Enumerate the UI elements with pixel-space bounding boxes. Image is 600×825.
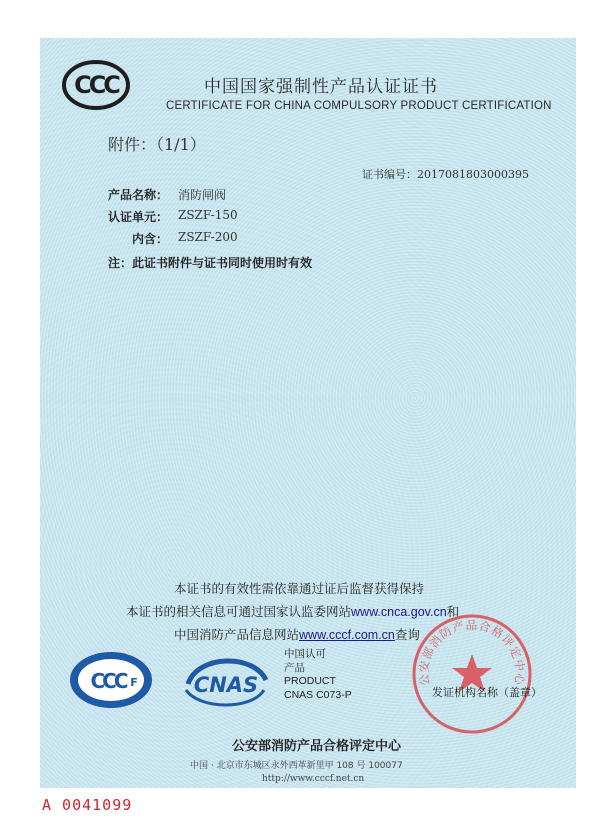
title-english: CERTIFICATE FOR CHINA COMPULSORY PRODUCT CERTIFICATION: [166, 100, 552, 112]
validity-note: 注：此证书附件与证书同时使用时有效: [108, 256, 313, 270]
cnca-link[interactable]: www.cnca.gov.cn: [351, 605, 447, 619]
field-label-product-name: 产品名称：: [108, 188, 169, 202]
field-label-unit: 认证单元：: [108, 210, 169, 224]
cccf-link[interactable]: www.cccf.com.cn: [299, 628, 395, 642]
footer-validity-line: 本证书的有效性需依靠通过证后监督获得保持: [174, 581, 425, 596]
field-value-product-name: 消防闸阀: [178, 188, 227, 202]
issuer-seal-label: 发证机构名称（盖章）: [432, 686, 542, 699]
official-seal-icon: [410, 612, 534, 736]
cnas-info-line: CNAS C073-P: [284, 688, 352, 701]
cnas-info-line: 产品: [284, 661, 305, 674]
title-chinese: 中国国家强制性产品认证证书: [204, 77, 438, 97]
attachment-label: 附件：（1/1）: [108, 135, 206, 154]
cccf-logo-icon: [68, 650, 154, 710]
cnas-info-line: PRODUCT: [284, 675, 336, 687]
field-value-unit: ZSZF-150: [178, 208, 238, 222]
footer-cccf-line: [174, 625, 420, 643]
svg-text:CNAS: CNAS: [193, 673, 259, 697]
svg-text:公安部消防产品合格评定中心: 公安部消防产品合格评定中心: [416, 617, 528, 687]
cnas-info-line: 中国认可: [284, 648, 326, 660]
cnas-logo-icon: [178, 650, 274, 712]
issuing-organization: 公安部消防产品合格评定中心: [232, 739, 402, 754]
organization-address: 中国 · 北京市东城区永外西革新里甲 108 号 100077: [190, 761, 403, 771]
svg-text:F: F: [130, 676, 138, 689]
field-label-contains: 内含：: [132, 232, 169, 246]
footer-cccf-suffix: 查询: [394, 627, 420, 642]
organization-website[interactable]: http://www.cccf.net.cn: [262, 774, 365, 784]
certificate-number: 证书编号：2017081803000395: [362, 168, 529, 181]
cnas-accreditation-info: [284, 648, 352, 702]
svg-text:CCC: CCC: [74, 71, 118, 99]
footer-cnca-suffix: 和: [446, 604, 460, 619]
ccc-logo-icon: [62, 60, 130, 110]
field-value-contains: ZSZF-200: [178, 230, 238, 244]
serial-number: A 0041099: [42, 796, 133, 814]
svg-text:CCC: CCC: [90, 669, 126, 693]
footer-cccf-prefix: 中国消防产品信息网站: [174, 627, 300, 642]
footer-cnca-prefix: 本证书的相关信息可通过国家认监委网站: [126, 604, 352, 619]
